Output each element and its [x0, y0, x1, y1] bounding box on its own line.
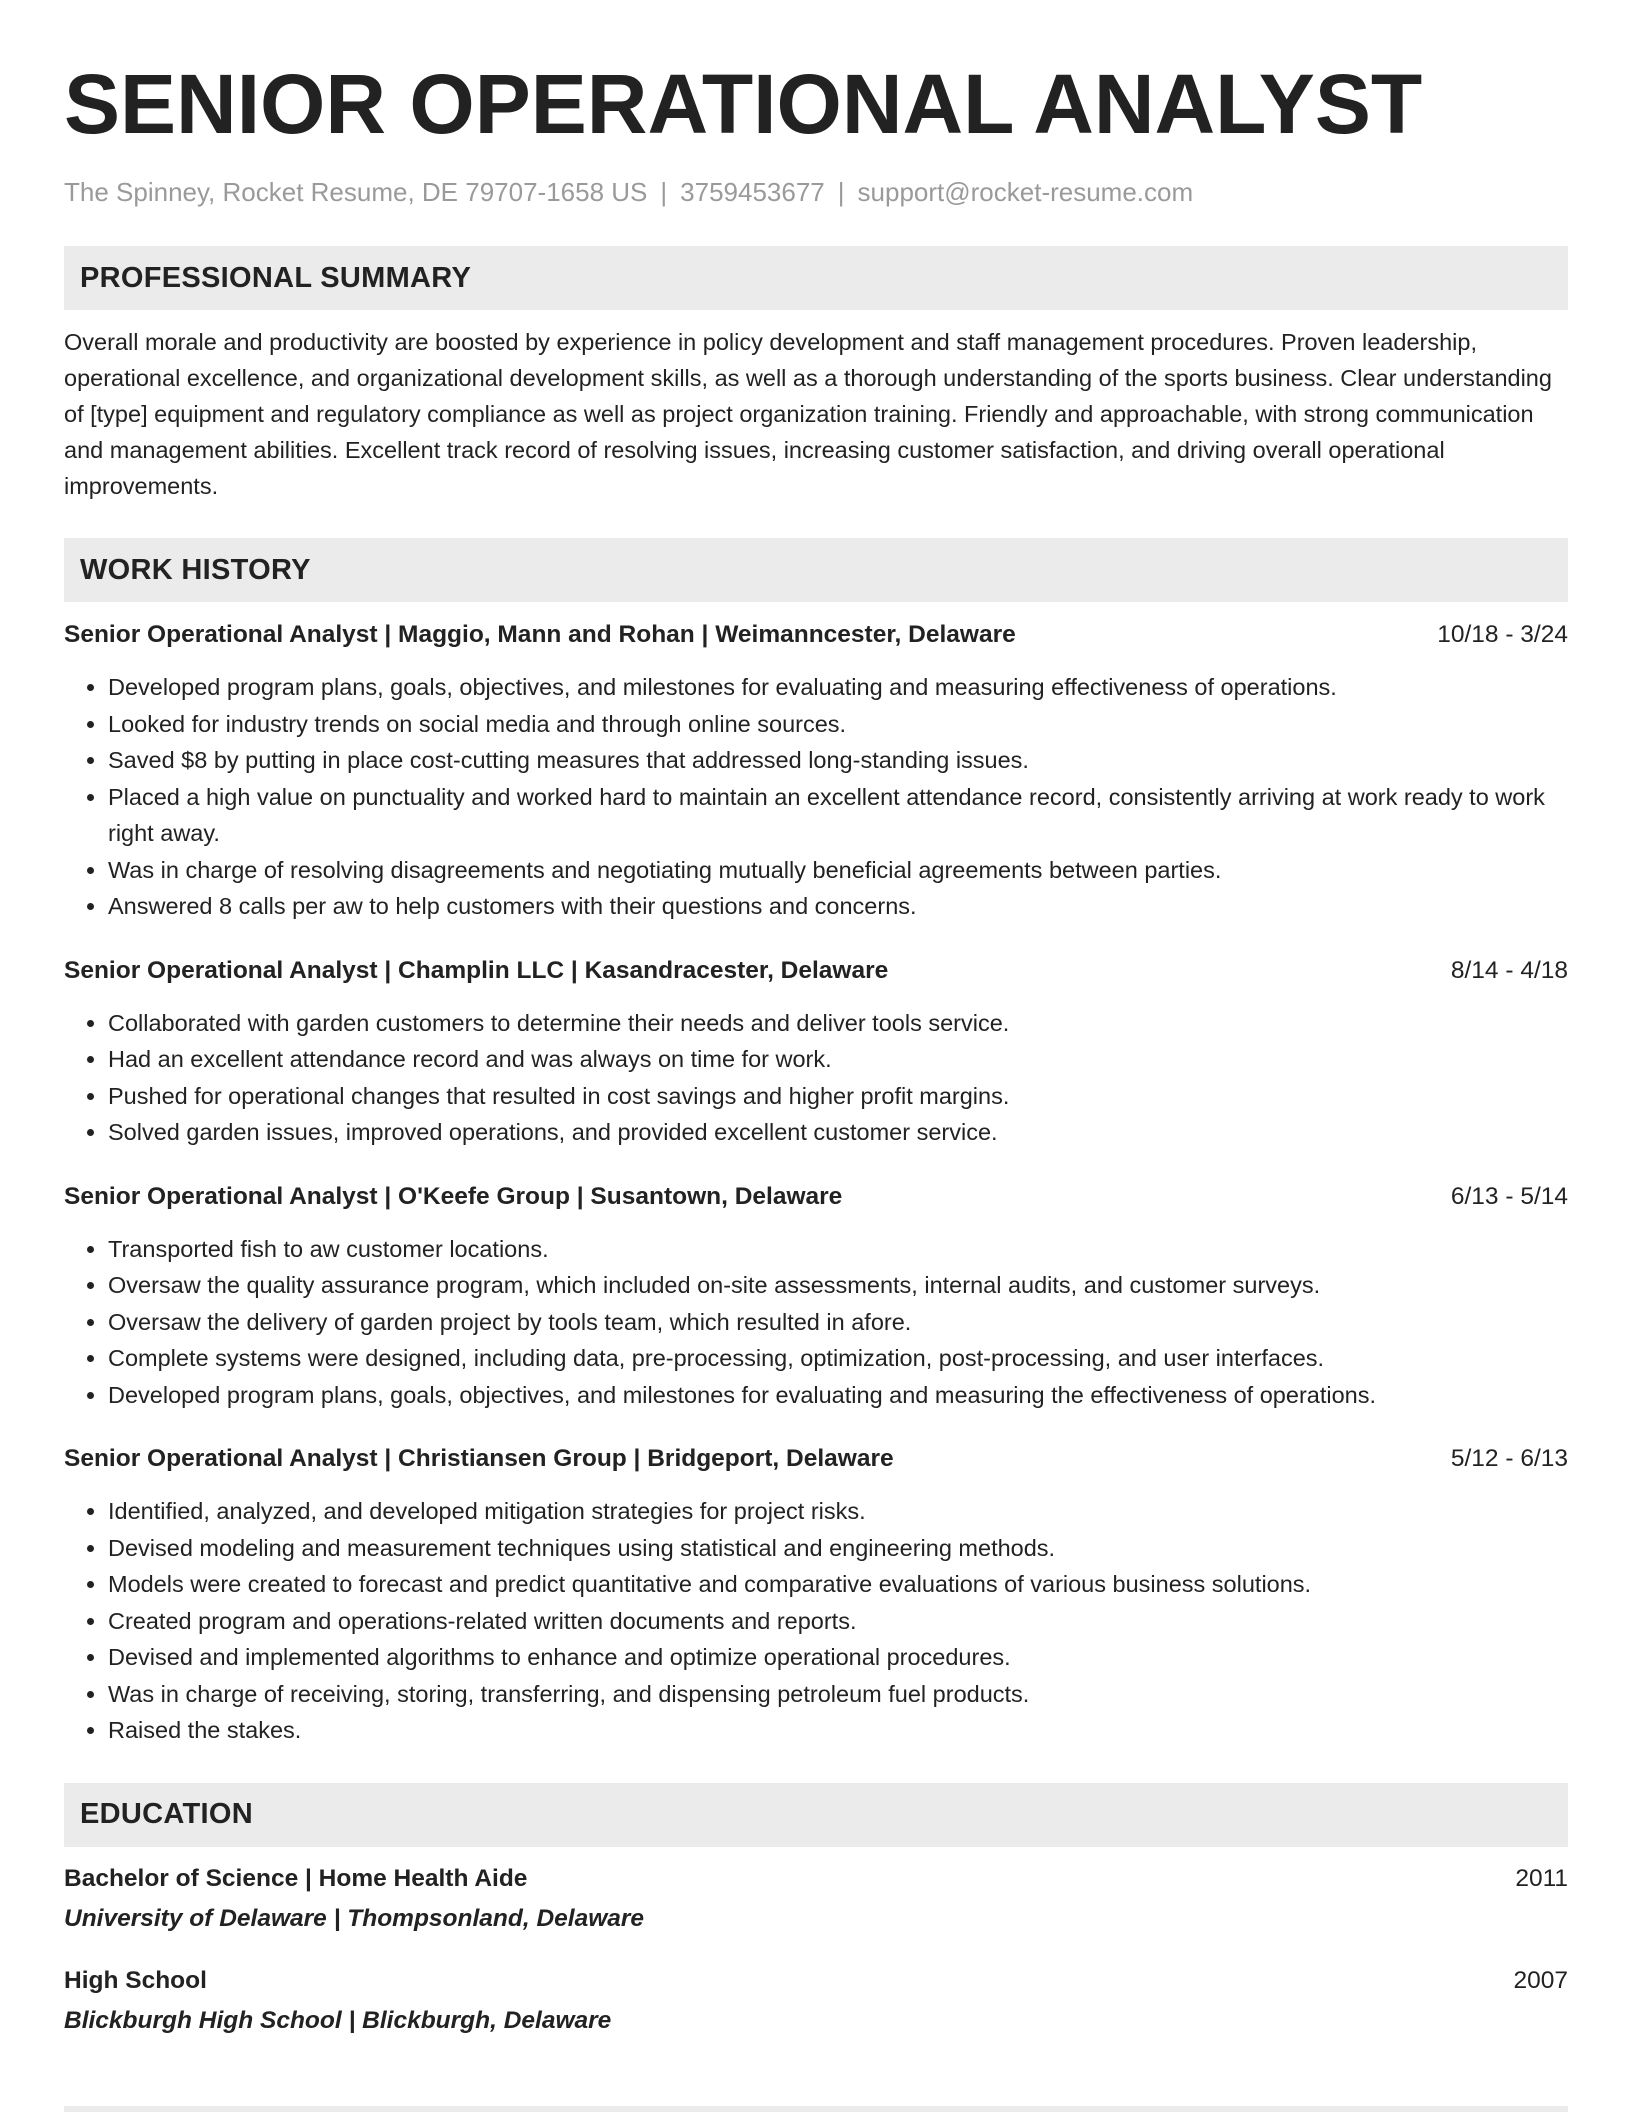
job-bullet: • Oversaw the delivery of garden project by tools team, which resulted in afore. [108, 1304, 1568, 1341]
education-entry [64, 1863, 1568, 1935]
job-entry [64, 955, 1568, 1151]
job-bullet-list [64, 1005, 1568, 1151]
job-bullet: • Saved $8 by putting in place cost-cutting measures that addressed long-standing issues. [108, 742, 1568, 779]
job-bullet: • Devised and implemented algorithms to enhance and optimize operational procedures. [108, 1639, 1568, 1676]
education-header [64, 1965, 1568, 1997]
job-bullet: • Created program and operations-related written documents and reports. [108, 1603, 1568, 1640]
job-dates: 8/14 - 4/18 [1450, 956, 1568, 984]
job-bullet: • Looked for industry trends on social media and through online sources. [108, 706, 1568, 743]
degree: High School [64, 1966, 207, 1994]
job-bullet: • Placed a high value on punctuality and worked hard to maintain an excellent attendance record, consistently arriving at work ready to work right away. [108, 779, 1568, 852]
education-header [64, 1863, 1568, 1895]
job-bullet: • Answered 8 calls per aw to help customers with their questions and concerns. [108, 888, 1568, 925]
job-entry [64, 619, 1568, 925]
phone: 3759453677 [680, 177, 825, 207]
contact-line [64, 176, 1568, 208]
resume-page [64, 54, 1568, 2037]
contact-separator: | [837, 177, 845, 207]
school: Blickburgh High School | Blickburgh, Delaware [64, 2006, 612, 2034]
job-bullet: • Collaborated with garden customers to determine their needs and deliver tools service. [108, 1005, 1568, 1042]
job-title: Senior Operational Analyst | O'Keefe Group | Susantown, Delaware [64, 1182, 843, 1210]
job-entry [64, 1443, 1568, 1749]
section-heading-summary: PROFESSIONAL SUMMARY [64, 246, 1568, 310]
job-dates: 10/18 - 3/24 [1437, 621, 1568, 648]
job-bullet-list [64, 1231, 1568, 1414]
school: University of Delaware | Thompsonland, Delaware [64, 1904, 645, 1932]
job-bullet: • Oversaw the quality assurance program, which included on-site assessments, internal audits, and customer surveys. [108, 1267, 1568, 1304]
job-bullet-list [64, 1493, 1568, 1749]
degree: Bachelor of Science | Home Health Aide [64, 1864, 528, 1892]
job-bullet: • Was in charge of receiving, storing, transferring, and dispensing petroleum fuel products. [108, 1676, 1568, 1713]
job-bullet: • Complete systems were designed, including data, pre-processing, optimization, post-processing, and user interfaces. [108, 1340, 1568, 1377]
job-title: Senior Operational Analyst | Christiansen Group | Bridgeport, Delaware [64, 1445, 894, 1472]
job-bullet: • Solved garden issues, improved operations, and provided excellent customer service. [108, 1114, 1568, 1151]
job-header [64, 619, 1568, 651]
job-bullet: • Transported fish to aw customer locations. [108, 1231, 1568, 1268]
section-heading-work-history: WORK HISTORY [64, 538, 1568, 602]
education-entry [64, 1965, 1568, 2037]
job-bullet: • Devised modeling and measurement techniques using statistical and engineering methods. [108, 1530, 1568, 1567]
job-bullet: • Developed program plans, goals, objectives, and milestones for evaluating and measuring the effectiveness of operations. [108, 1377, 1568, 1414]
job-bullet: • Raised the stakes. [108, 1712, 1568, 1749]
job-bullet: • Models were created to forecast and predict quantitative and comparative evaluations of various business solutions. [108, 1566, 1568, 1603]
job-dates: 6/13 - 5/14 [1450, 1182, 1568, 1210]
job-header [64, 955, 1568, 987]
contact-separator: | [660, 177, 668, 207]
job-bullet: • Had an excellent attendance record and was always on time for work. [108, 1041, 1568, 1078]
job-bullet: • Pushed for operational changes that resulted in cost savings and higher profit margins. [108, 1078, 1568, 1115]
address: The Spinney, Rocket Resume, DE 79707-1658 US [64, 177, 648, 207]
job-dates: 5/12 - 6/13 [1450, 1445, 1568, 1472]
job-bullet: • Was in charge of resolving disagreements and negotiating mutually beneficial agreements between parties. [108, 852, 1568, 889]
job-bullet: • Identified, analyzed, and developed mitigation strategies for project risks. [108, 1493, 1568, 1530]
candidate-name: SENIOR OPERATIONAL ANALYST [64, 57, 1423, 151]
summary-text: Overall morale and productivity are boosted by experience in policy development and staff management procedures. Proven leadership, operational excellence, and organizational development skills, as well as a thorough understanding of the sports business. Clear understanding of [type] equipment and regulatory compliance as well as project organization training. Friendly and approachable, with strong communication and management abilities. Excellent track record of resolving issues, increasing customer satisfaction, and driving overall operational improvements. [64, 329, 1552, 499]
graduation-year: 2011 [1515, 1864, 1568, 1892]
email: support@rocket-resume.com [857, 177, 1194, 207]
job-header [64, 1443, 1568, 1475]
job-title: Senior Operational Analyst | Champlin LLC | Kasandracester, Delaware [64, 956, 889, 984]
job-header [64, 1181, 1568, 1213]
section-divider [64, 2106, 1568, 2112]
job-entry [64, 1181, 1568, 1414]
job-bullet-list [64, 669, 1568, 925]
section-heading-education: EDUCATION [64, 1783, 1568, 1847]
job-title: Senior Operational Analyst | Maggio, Mann and Rohan | Weimanncester, Delaware [64, 621, 1016, 648]
job-bullet: • Developed program plans, goals, objectives, and milestones for evaluating and measuring effectiveness of operations. [108, 669, 1568, 706]
graduation-year: 2007 [1513, 1966, 1568, 1994]
